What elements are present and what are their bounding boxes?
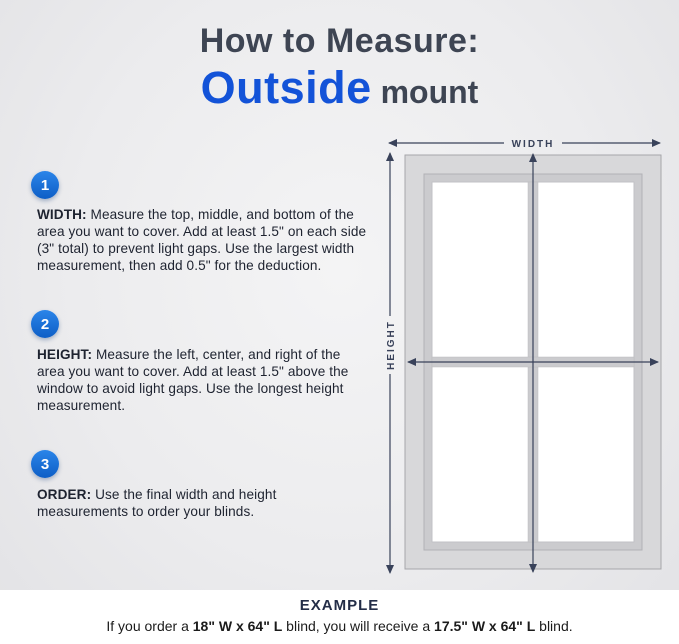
window-diagram-svg: [372, 128, 672, 598]
window-diagram: [372, 128, 672, 598]
example-segment-received-size: 17.5" W x 64" L: [434, 618, 536, 634]
title-rest: mount: [371, 74, 479, 110]
step-1-number-badge: 1: [31, 171, 59, 199]
width-arrow-label: WIDTH: [511, 139, 555, 150]
example-section: [0, 590, 679, 644]
height-arrow-label: HEIGHT: [386, 320, 397, 370]
step-2-body: Measure the left, center, and right of the area you want to cover. Add at least 1.5" above the window to avoid light gaps. Use the longest height measurement.: [37, 347, 349, 414]
step-3-number-badge: 3: [31, 450, 59, 478]
height-arrowhead-bottom: [386, 565, 394, 574]
width-arrowhead-left: [388, 139, 397, 147]
title-line1: How to Measure:: [199, 22, 480, 60]
example-segment: blind.: [535, 618, 573, 634]
step-1-label: WIDTH:: [37, 207, 87, 222]
step-1-text: [37, 206, 370, 275]
step-2-number-badge: 2: [31, 310, 59, 338]
width-arrowhead-right: [652, 139, 661, 147]
step-2-text: [37, 346, 370, 415]
example-sentence: [0, 618, 679, 634]
example-segment: blind, you will receive a: [282, 618, 435, 634]
step-1-body: Measure the top, middle, and bottom of the area you want to cover. Add at least 1.5" on each side (3" total) to prevent light gaps. Use the largest width measurement, then add 0.5" for the deduction.: [37, 207, 367, 274]
example-segment: If you order a: [106, 618, 193, 634]
example-heading: EXAMPLE: [299, 597, 380, 614]
step-3-body: Use the final width and height measurements to order your blinds.: [37, 487, 277, 520]
height-arrowhead-top: [386, 152, 394, 161]
step-3-label: ORDER:: [37, 487, 92, 502]
example-segment-ordered-size: 18" W x 64" L: [192, 618, 283, 634]
title-accent: Outside: [200, 62, 372, 113]
step-2-label: HEIGHT:: [37, 347, 93, 362]
step-3-text: [37, 486, 370, 520]
